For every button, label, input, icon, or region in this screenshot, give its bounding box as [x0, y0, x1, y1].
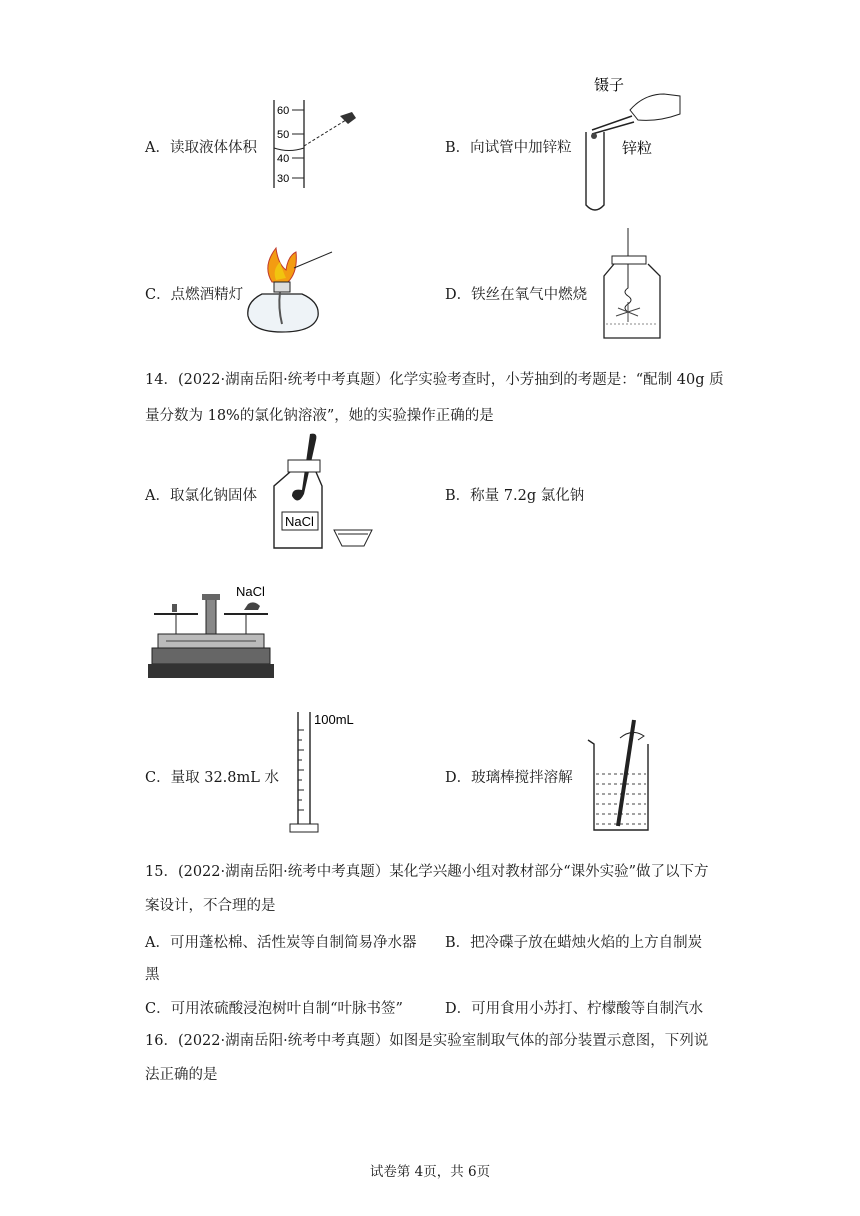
bottle-label: NaCl	[285, 514, 314, 529]
tick-30: 30	[277, 173, 290, 185]
option-letter: D．	[445, 287, 472, 303]
q13-option-c	[145, 283, 243, 304]
q15-option-b: B．把冷碟子放在蜡烛火焰的上方自制炭	[445, 935, 703, 951]
q14-option-d	[445, 766, 573, 787]
tweezers-label: 镊子	[594, 77, 625, 94]
balance-label: NaCl	[236, 584, 265, 599]
q13-option-b	[445, 136, 572, 157]
glass-rod-stirring-figure	[584, 714, 658, 836]
q14-option-a	[145, 484, 257, 505]
option-letter: A．	[145, 488, 170, 504]
q15-option-a: A．可用蓬松棉、活性炭等自制简易净水器	[145, 935, 417, 951]
read-volume-figure	[268, 98, 360, 190]
tweezers-test-tube-figure	[578, 70, 684, 215]
option-text: 玻璃棒搅拌溶解	[471, 770, 573, 786]
option-text: 称量 7.2g 氯化钠	[470, 488, 585, 504]
option-text: 取氯化钠固体	[169, 488, 257, 504]
option-text: 铁丝在氧气中燃烧	[471, 287, 588, 303]
q15-stem-line-1: 15．(2022·湖南岳阳·统考中考真题）某化学兴趣小组对教材部分“课外实验”做了以下方	[145, 864, 709, 880]
q14-stem-line-2: 量分数为 18%的氯化钠溶液”，她的实验操作正确的是	[145, 408, 494, 424]
option-letter: A．	[145, 140, 170, 156]
alcohol-lamp-figure	[242, 244, 338, 336]
q16-stem-line-2: 法正确的是	[145, 1067, 218, 1083]
page-footer: 试卷第 4页，共 6页	[369, 1164, 491, 1180]
q14-option-c	[145, 766, 279, 787]
option-text: 量取 32.8mL 水	[170, 770, 279, 786]
q13-option-a	[145, 136, 257, 157]
iron-wire-oxygen-figure	[596, 226, 668, 342]
q15-option-d: D．可用食用小苏打、柠檬酸等自制汽水	[445, 1001, 704, 1017]
measuring-cylinder-figure	[286, 708, 366, 836]
option-letter: D．	[445, 770, 472, 786]
q14-option-b	[445, 484, 584, 505]
q13-option-d	[445, 283, 587, 304]
zinc-label: 锌粒	[622, 140, 653, 157]
q15-stem-line-2: 案设计，不合理的是	[145, 898, 276, 914]
option-text: 点燃酒精灯	[170, 287, 244, 303]
q15-option-c: C．可用浓硫酸浸泡树叶自制“叶脉书签”	[145, 1001, 403, 1017]
option-letter: B．	[445, 488, 471, 504]
take-nacl-figure	[268, 432, 378, 554]
option-text: 读取液体体积	[169, 140, 257, 156]
cylinder-label: 100mL	[314, 712, 354, 727]
tick-50: 50	[277, 129, 290, 141]
option-letter: C．	[145, 287, 171, 303]
q16-stem-line-1: 16．(2022·湖南岳阳·统考中考真题）如图是实验室制取气体的部分装置示意图，下列说	[145, 1033, 709, 1049]
option-letter: B．	[445, 140, 471, 156]
tick-60: 60	[277, 105, 290, 117]
option-text: 向试管中加锌粒	[470, 140, 572, 156]
tick-40: 40	[277, 153, 290, 165]
q15-option-b-cont: 黑	[145, 967, 160, 983]
option-letter: C．	[145, 770, 171, 786]
q14-stem-line-1: 14．(2022·湖南岳阳·统考中考真题）化学实验考查时，小芳抽到的考题是：“配制 40g 质	[145, 372, 724, 388]
balance-figure	[148, 582, 274, 682]
